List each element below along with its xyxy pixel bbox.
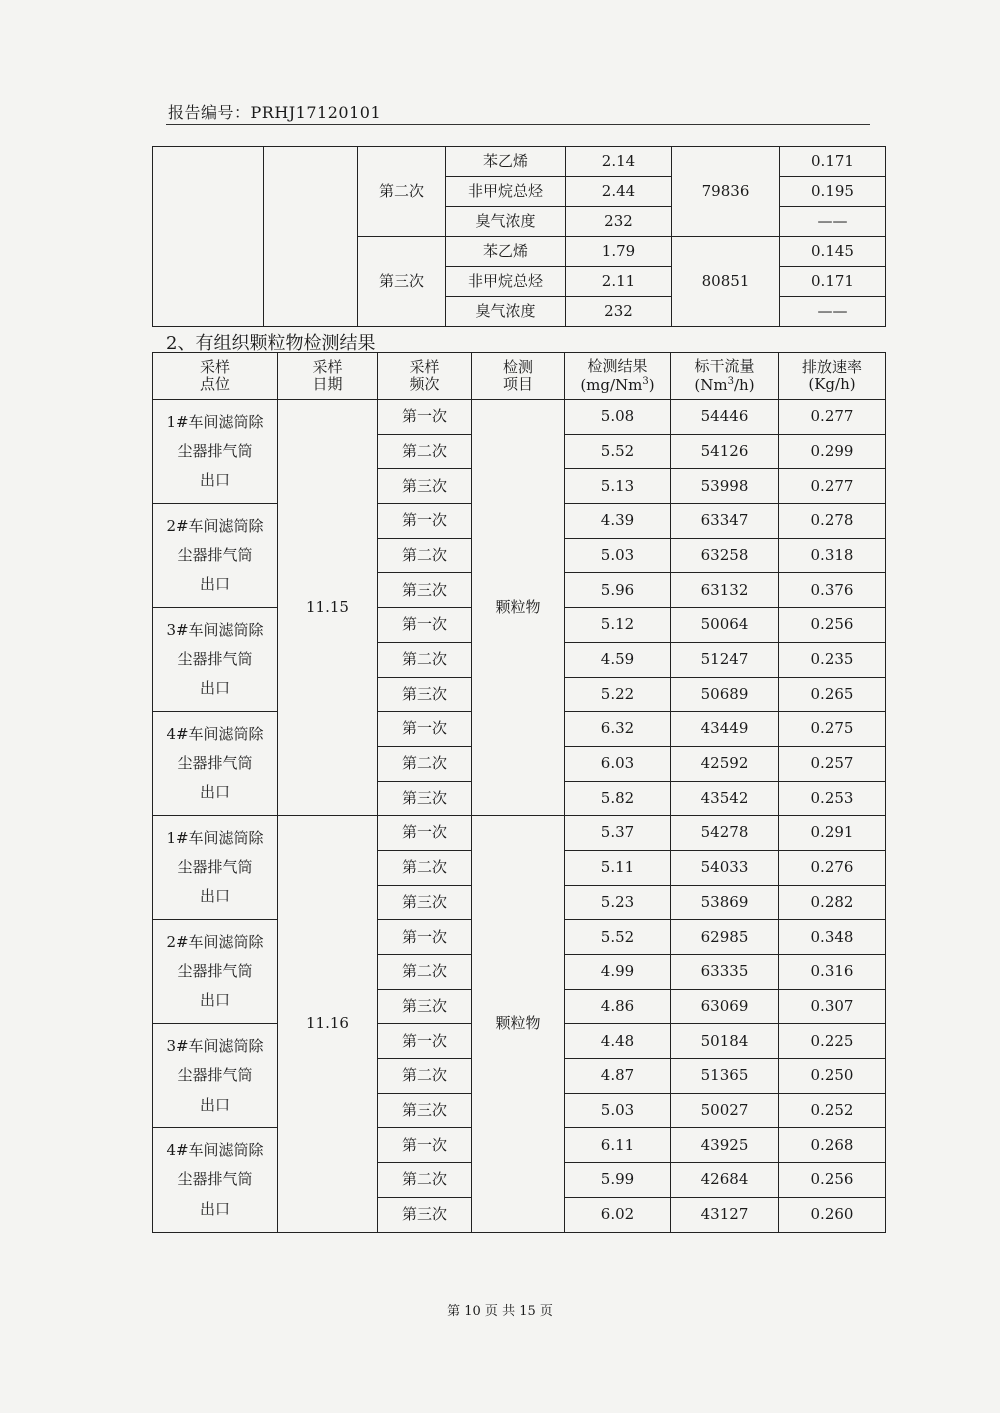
- header-divider: [166, 124, 870, 125]
- header-result: 检测结果 (mg/Nm$^3$): [565, 353, 671, 400]
- header-frequency: 采样 频次: [378, 353, 472, 400]
- result-cell: 232: [566, 207, 672, 237]
- result-cell: 5.11: [565, 850, 671, 885]
- location-line: 2#车间滤筒除: [166, 932, 264, 951]
- rate-cell: 0.252: [779, 1093, 886, 1128]
- result-cell: 4.59: [565, 642, 671, 677]
- header-rate: 排放速率 (Kg/h): [779, 353, 886, 400]
- result-cell: 2.14: [566, 147, 672, 177]
- flow-cell: 54126: [671, 434, 779, 469]
- frequency-cell: 第一次: [378, 504, 472, 539]
- location-line: 3#车间滤筒除: [166, 620, 264, 639]
- section-title: 2、有组织颗粒物检测结果: [166, 333, 376, 354]
- header-date: 采样 日期: [278, 353, 378, 400]
- location-cell: [153, 147, 264, 327]
- result-cell: 4.48: [565, 1024, 671, 1059]
- flow-cell: 50064: [671, 608, 779, 643]
- rate-cell: 0.275: [779, 712, 886, 747]
- frequency-cell: 第三次: [378, 885, 472, 920]
- result-cell: 2.11: [566, 267, 672, 297]
- result-cell: 5.13: [565, 469, 671, 504]
- rate-cell: 0.282: [779, 885, 886, 920]
- flow-cell: 50027: [671, 1093, 779, 1128]
- frequency-cell: 第一次: [378, 816, 472, 851]
- flow-cell: 54033: [671, 850, 779, 885]
- flow-cell: 51247: [671, 642, 779, 677]
- result-cell: 5.99: [565, 1163, 671, 1198]
- rate-cell: 0.253: [779, 781, 886, 816]
- item-cell: 苯乙烯: [446, 237, 566, 267]
- frequency-cell: 第一次: [378, 712, 472, 747]
- location-line: 尘器排气筒: [177, 858, 253, 877]
- flow-cell: 63069: [671, 989, 779, 1024]
- frequency-cell: 第二次: [378, 434, 472, 469]
- page-number: 第 10 页 共 15 页: [447, 1304, 553, 1319]
- result-cell: 6.02: [565, 1197, 671, 1232]
- item-cell: 臭气浓度: [446, 297, 566, 327]
- frequency-cell: 第二次: [378, 1059, 472, 1094]
- flow-cell: 50184: [671, 1024, 779, 1059]
- result-cell: 4.99: [565, 955, 671, 990]
- location-line: 1#车间滤筒除: [166, 828, 264, 847]
- item-cell: 颗粒物: [472, 400, 565, 816]
- round-label: 第三次: [358, 237, 446, 327]
- flow-cell: 43542: [671, 781, 779, 816]
- flow-cell: 51365: [671, 1059, 779, 1094]
- item-cell: 臭气浓度: [446, 207, 566, 237]
- result-cell: 1.79: [566, 237, 672, 267]
- rate-cell: 0.225: [779, 1024, 886, 1059]
- frequency-cell: 第二次: [378, 746, 472, 781]
- rate-cell: 0.257: [779, 746, 886, 781]
- flow-cell: 63258: [671, 538, 779, 573]
- frequency-cell: 第三次: [378, 1197, 472, 1232]
- frequency-cell: 第三次: [378, 1093, 472, 1128]
- location-cell: [153, 608, 278, 712]
- flow-cell: 79836: [672, 147, 780, 237]
- location-line: 出口: [199, 575, 230, 594]
- flow-cell: 63335: [671, 955, 779, 990]
- frequency-cell: 第二次: [378, 1163, 472, 1198]
- date-cell: 11.15: [278, 400, 378, 816]
- frequency-cell: 第三次: [378, 989, 472, 1024]
- result-cell: 6.03: [565, 746, 671, 781]
- frequency-cell: 第三次: [378, 573, 472, 608]
- frequency-cell: 第二次: [378, 642, 472, 677]
- frequency-cell: 第二次: [378, 850, 472, 885]
- result-cell: 5.23: [565, 885, 671, 920]
- rate-cell: 0.307: [779, 989, 886, 1024]
- flow-cell: 54446: [671, 400, 779, 435]
- location-line: 出口: [199, 991, 230, 1010]
- location-line: 出口: [199, 783, 230, 802]
- rate-cell: 0.316: [779, 955, 886, 990]
- flow-cell: 63132: [671, 573, 779, 608]
- flow-cell: 80851: [672, 237, 780, 327]
- result-cell: 5.08: [565, 400, 671, 435]
- result-cell: 5.03: [565, 538, 671, 573]
- rate-cell: 0.277: [779, 469, 886, 504]
- location-line: 出口: [199, 1199, 230, 1218]
- result-cell: 5.12: [565, 608, 671, 643]
- rate-cell: 0.276: [779, 850, 886, 885]
- location-line: 尘器排气筒: [177, 650, 253, 669]
- flow-cell: 62985: [671, 920, 779, 955]
- rate-cell: ——: [780, 297, 886, 327]
- location-cell: [153, 504, 278, 608]
- location-cell: [153, 920, 278, 1024]
- location-line: 尘器排气筒: [177, 545, 253, 564]
- frequency-cell: 第三次: [378, 469, 472, 504]
- item-cell: 苯乙烯: [446, 147, 566, 177]
- location-line: 出口: [199, 1095, 230, 1114]
- result-cell: 5.52: [565, 920, 671, 955]
- result-cell: 4.39: [565, 504, 671, 539]
- rate-cell: 0.376: [779, 573, 886, 608]
- result-cell: 4.87: [565, 1059, 671, 1094]
- result-cell: 5.22: [565, 677, 671, 712]
- frequency-cell: 第一次: [378, 400, 472, 435]
- frequency-cell: 第一次: [378, 608, 472, 643]
- rate-cell: 0.145: [780, 237, 886, 267]
- location-line: 4#车间滤筒除: [166, 724, 264, 743]
- frequency-cell: 第一次: [378, 920, 472, 955]
- flow-cell: 54278: [671, 816, 779, 851]
- round-label: 第二次: [358, 147, 446, 237]
- result-cell: 2.44: [566, 177, 672, 207]
- item-cell: 非甲烷总烃: [446, 267, 566, 297]
- rate-cell: 0.256: [779, 1163, 886, 1198]
- item-cell: 非甲烷总烃: [446, 177, 566, 207]
- location-line: 尘器排气筒: [177, 441, 253, 460]
- frequency-cell: 第三次: [378, 677, 472, 712]
- rate-cell: 0.195: [780, 177, 886, 207]
- rate-cell: 0.171: [780, 267, 886, 297]
- rate-cell: 0.268: [779, 1128, 886, 1163]
- result-cell: 5.03: [565, 1093, 671, 1128]
- rate-cell: 0.318: [779, 538, 886, 573]
- rate-cell: 0.278: [779, 504, 886, 539]
- flow-cell: 43449: [671, 712, 779, 747]
- rate-cell: 0.277: [779, 400, 886, 435]
- frequency-cell: 第三次: [378, 781, 472, 816]
- location-line: 出口: [199, 679, 230, 698]
- result-cell: 232: [566, 297, 672, 327]
- rate-cell: 0.250: [779, 1059, 886, 1094]
- location-line: 2#车间滤筒除: [166, 516, 264, 535]
- frequency-cell: 第二次: [378, 955, 472, 990]
- rate-cell: 0.171: [780, 147, 886, 177]
- location-line: 4#车间滤筒除: [166, 1141, 264, 1160]
- rate-cell: 0.299: [779, 434, 886, 469]
- header-location: 采样 点位: [153, 353, 278, 400]
- frequency-cell: 第一次: [378, 1128, 472, 1163]
- location-cell: [153, 1128, 278, 1232]
- table-row: [153, 400, 886, 435]
- date-cell: [264, 147, 358, 327]
- flow-cell: 53869: [671, 885, 779, 920]
- item-cell: 颗粒物: [472, 816, 565, 1232]
- location-cell: [153, 712, 278, 816]
- frequency-cell: 第一次: [378, 1024, 472, 1059]
- table-row: [153, 147, 886, 177]
- continuation-table: [152, 146, 886, 327]
- location-cell: [153, 400, 278, 504]
- header-flow: 标干流量 (Nm$^3$/h): [671, 353, 779, 400]
- rate-cell: 0.348: [779, 920, 886, 955]
- result-cell: 5.82: [565, 781, 671, 816]
- location-cell: [153, 1024, 278, 1128]
- rate-cell: 0.235: [779, 642, 886, 677]
- result-cell: 6.11: [565, 1128, 671, 1163]
- rate-cell: 0.265: [779, 677, 886, 712]
- flow-cell: 50689: [671, 677, 779, 712]
- particulate-table: [152, 352, 886, 1233]
- rate-cell: 0.256: [779, 608, 886, 643]
- location-line: 尘器排气筒: [177, 962, 253, 981]
- location-line: 1#车间滤筒除: [166, 412, 264, 431]
- result-cell: 5.37: [565, 816, 671, 851]
- result-cell: 5.96: [565, 573, 671, 608]
- location-cell: [153, 816, 278, 920]
- location-line: 尘器排气筒: [177, 1170, 253, 1189]
- flow-cell: 43925: [671, 1128, 779, 1163]
- result-cell: 6.32: [565, 712, 671, 747]
- flow-cell: 42592: [671, 746, 779, 781]
- report-number: 报告编号：PRHJ17120101: [168, 103, 382, 122]
- flow-cell: 42684: [671, 1163, 779, 1198]
- result-cell: 5.52: [565, 434, 671, 469]
- flow-cell: 53998: [671, 469, 779, 504]
- rate-cell: 0.260: [779, 1197, 886, 1232]
- flow-cell: 63347: [671, 504, 779, 539]
- rate-cell: 0.291: [779, 816, 886, 851]
- location-line: 出口: [199, 471, 230, 490]
- location-line: 3#车间滤筒除: [166, 1037, 264, 1056]
- location-line: 尘器排气筒: [177, 1066, 253, 1085]
- location-line: 出口: [199, 887, 230, 906]
- location-line: 尘器排气筒: [177, 754, 253, 773]
- rate-cell: ——: [780, 207, 886, 237]
- header-item: 检测 项目: [472, 353, 565, 400]
- result-cell: 4.86: [565, 989, 671, 1024]
- frequency-cell: 第二次: [378, 538, 472, 573]
- flow-cell: 43127: [671, 1197, 779, 1232]
- date-cell: 11.16: [278, 816, 378, 1232]
- table-header-row: [153, 353, 886, 400]
- table-row: [153, 816, 886, 851]
